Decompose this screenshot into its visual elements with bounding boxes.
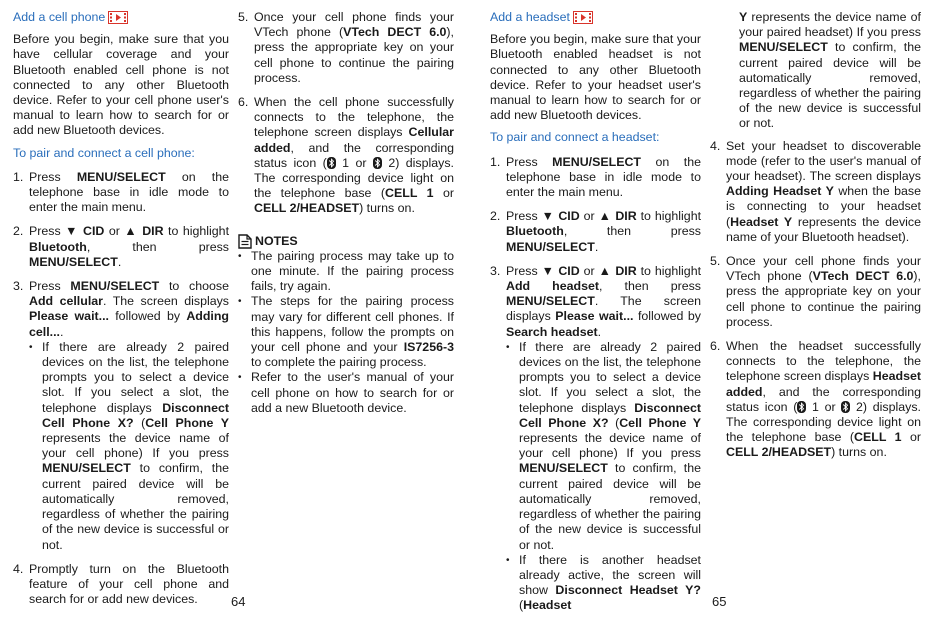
key-menu-select: MENU/SELECT [42, 461, 131, 476]
step-text: ) turns on. [359, 201, 415, 216]
step-text: Set your headset to discoverable mode (refer to the user's manual of your headset). The screen displays [726, 138, 921, 184]
add-cell-phone-heading [13, 10, 229, 25]
down-arrow-icon: ▼ [541, 263, 555, 278]
key-cid: CID [558, 209, 580, 224]
key-menu-select: MENU/SELECT [506, 239, 595, 254]
screen-search-headset: Search headset [506, 324, 598, 339]
step-text: on the telephone base in idle mode to enter the main menu. [506, 154, 701, 200]
step-text: , then press [599, 279, 702, 294]
step-4 [13, 562, 229, 608]
key-menu-select: MENU/SELECT [739, 40, 828, 55]
page-number-64: 64 [231, 594, 246, 609]
step-3 [13, 279, 229, 553]
step-text: Press [506, 209, 542, 224]
headset-y: Y [739, 10, 748, 24]
up-arrow-icon: ▲ [598, 263, 612, 278]
step-4 [710, 139, 921, 245]
key-menu-select: MENU/SELECT [76, 169, 166, 184]
menu-bluetooth: Bluetooth [506, 224, 564, 239]
step-3-bullets [506, 340, 701, 614]
headset-intro: Before you begin, make sure that your Bluetooth enabled headset is not connected to any other Bluetooth device. Refer to your headset user's manual to learn how to search for or add new Bluetooth devices. [490, 32, 701, 123]
step-text: , and the corresponding status icon ( [726, 384, 921, 414]
bluetooth-status-icon [841, 401, 850, 413]
step-text: 1 or [335, 155, 373, 170]
screen-please-wait: Please wait... [555, 309, 634, 324]
note-item [238, 294, 454, 370]
cell-phone-y: Cell Phone Y [145, 415, 229, 430]
step-text: . [597, 324, 602, 339]
step-number: 3. [13, 279, 24, 294]
note-text: The pairing process may take up to one minute. If the pairing process fails, try again. [251, 248, 454, 294]
notes-list [238, 249, 454, 416]
notes-title [238, 234, 454, 249]
step-text: to highlight [636, 263, 702, 278]
key-menu-select: MENU/SELECT [70, 279, 160, 294]
step-text: Press [506, 154, 553, 169]
bullet-text: If there is another headset already active, the screen will show [519, 552, 701, 598]
key-menu-select: MENU/SELECT [29, 254, 118, 269]
add-headset-heading [490, 10, 701, 25]
key-menu-select: MENU/SELECT [506, 294, 595, 309]
step-text: Promptly turn on the Bluetooth feature of your cell phone and search for or add new devices. [29, 561, 229, 607]
step-number: 4. [13, 561, 24, 576]
step-6 [710, 339, 921, 461]
note-text: Refer to the user's manual of your cell phone on how to search for or add a new Bluetooth device. [251, 370, 454, 415]
step-text: represents the device name of your Bluetooth headset). [726, 214, 921, 244]
video-play-icon[interactable] [573, 11, 593, 24]
step-3 [490, 264, 701, 614]
step-number: 6. [710, 339, 721, 354]
bluetooth-status-icon [797, 401, 806, 413]
step-text: , then press [563, 224, 701, 239]
light-cell-1: CELL 1 [854, 430, 902, 445]
step-text: When the headset successfully connects to the telephone, the telephone screen displays [726, 339, 921, 384]
bullet-text: If there are already 2 paired devices on the list, the telephone prompts you to select a device slot. If you select a slot, the telephone displays [519, 339, 701, 415]
light-cell-1: CELL 1 [385, 186, 434, 201]
step-text: Once your cell phone finds your VTech phone ( [254, 10, 454, 40]
bullet-item [29, 340, 229, 553]
bullet-text: ( [608, 415, 620, 430]
cell-phone-steps-cont [238, 10, 454, 217]
step-number: 6. [238, 95, 249, 110]
note-item [238, 249, 454, 295]
step-text: , and the corresponding status icon ( [254, 140, 454, 170]
bluetooth-status-icon [373, 157, 382, 169]
step-text: to highlight [636, 209, 702, 224]
notes-document-icon [238, 234, 252, 249]
bullet-text: represents the device name of your cell phone) If you press [42, 431, 229, 461]
bullet-text: to confirm, the current paired device will be automatically removed, regardless of whether the pairing of the new device is successful or not. [519, 461, 701, 552]
bullet-continuation [710, 10, 921, 132]
headset-y: Headset Y [730, 214, 793, 229]
step-number: 1. [13, 169, 24, 184]
headset-y: Headset [523, 598, 572, 613]
step-text: ), press the appropriate key on your cell phone to continue the pairing process. [726, 269, 921, 329]
step-text: . [594, 239, 599, 254]
step-text: . [117, 254, 122, 269]
bullet-text: represents the device name of your cell phone) If you press [519, 431, 701, 461]
step-text: when the base is connecting to your headset ( [726, 184, 921, 229]
up-arrow-icon: ▲ [598, 209, 612, 224]
key-menu-select: MENU/SELECT [552, 154, 641, 169]
up-arrow-icon: ▲ [124, 224, 138, 239]
step-number: 2. [13, 224, 24, 239]
bullet-text: represents the device name of your paired headset) If you press [739, 10, 921, 40]
screen-please-wait: Please wait... [29, 309, 109, 324]
screen-disconnect-headset: Disconnect Headset Y? [555, 583, 701, 598]
step-text: 2) displays. The corresponding device light on the telephone base ( [254, 155, 454, 201]
bullet-text: ( [519, 598, 524, 613]
step-text: When the cell phone successfully connects to the telephone, the telephone screen displays [254, 95, 454, 140]
video-play-icon[interactable] [108, 11, 128, 24]
heading-text: Add a cell phone [13, 10, 106, 24]
step-text: to highlight [163, 224, 230, 239]
step-text: 1 or [806, 399, 842, 414]
step-text: Press [29, 224, 66, 239]
step-2 [490, 209, 701, 255]
cell-phone-intro: Before you begin, make sure that you have cellular coverage and your Bluetooth enabled cell phone is not connected to any other Bluetooth device. Refer to your cell phone user's manual to learn how to search for or add new Bluetooth devices. [13, 32, 229, 138]
headset-steps [490, 155, 701, 614]
key-dir: DIR [615, 263, 637, 278]
cell-phone-subheading: To pair and connect a cell phone: [13, 145, 195, 160]
step-text: to choose [159, 279, 229, 294]
step-text: 2) displays. The corresponding device light on the telephone base ( [726, 399, 921, 445]
headset-subheading: To pair and connect a headset: [490, 130, 660, 145]
light-cell-2-headset: CELL 2/HEADSET [254, 201, 360, 216]
down-arrow-icon: ▼ [541, 209, 555, 224]
bullet-text: ( [133, 415, 146, 430]
bullet-text: to confirm, the current paired device will be automatically removed, regardless of whether the pairing of the new device is successful or not. [739, 40, 921, 131]
step-text: ), press the appropriate key on your cell phone to continue the pairing process. [254, 25, 454, 85]
step-text: , then press [86, 239, 229, 254]
step-text: Press [29, 169, 77, 184]
step-text: . [60, 324, 64, 339]
key-cid: CID [83, 224, 105, 239]
left-page-column-2 [238, 10, 454, 416]
note-text: to complete the pairing process. [251, 355, 427, 370]
step-5 [238, 10, 454, 86]
step-text: Once your cell phone finds your VTech phone ( [726, 254, 921, 284]
key-menu-select: MENU/SELECT [519, 461, 608, 476]
step-5 [710, 254, 921, 330]
step-text: Press [506, 263, 542, 278]
vtech-dect-name: VTech DECT 6.0 [812, 269, 914, 284]
step-number: 5. [238, 10, 249, 24]
step-6 [238, 95, 454, 217]
step-text: ) turns on. [831, 445, 887, 460]
light-cell-2-headset: CELL 2/HEADSET [726, 445, 832, 460]
key-dir: DIR [615, 209, 637, 224]
step-text: followed by [108, 309, 187, 324]
step-text: . The screen displays [102, 294, 230, 309]
screen-disconnect-cell: Disconnect Cell Phone X? [42, 400, 229, 430]
bullet-text: to confirm, the current paired device will be automatically removed, regardless of whether the pairing of the new device is successful or not. [42, 461, 229, 552]
page-number-65: 65 [712, 594, 727, 609]
step-1 [13, 170, 229, 216]
step-text: on the telephone base in idle mode to enter the main menu. [29, 169, 229, 215]
screen-headset-added: Headset added [726, 369, 921, 399]
bullet-text: If there are already 2 paired devices on the list, the telephone prompts you to select a device slot. If you select a slot, the telephone displays [42, 339, 229, 415]
right-page-column-2 [710, 10, 921, 470]
step-text: or [104, 224, 125, 239]
down-arrow-icon: ▼ [65, 224, 79, 239]
screen-adding-headset: Adding Headset Y [726, 184, 834, 199]
step-3-bullets [29, 340, 229, 553]
step-text: Press [29, 279, 71, 294]
step-text: or [433, 186, 454, 201]
menu-bluetooth: Bluetooth [29, 239, 87, 254]
menu-add-headset: Add headset [506, 279, 599, 294]
step-number: 3. [490, 263, 501, 278]
step-text: or [901, 430, 921, 445]
heading-text: Add a headset [490, 10, 570, 24]
screen-cellular-added: Cellular added [254, 125, 454, 155]
note-item [238, 370, 454, 416]
menu-add-cellular: Add cellular [29, 294, 103, 309]
notes-label: NOTES [255, 233, 298, 248]
step-2 [13, 224, 229, 270]
vtech-dect-name: VTech DECT 6.0 [343, 25, 447, 40]
step-1 [490, 155, 701, 201]
key-cid: CID [558, 263, 580, 278]
step-number: 2. [490, 209, 501, 224]
model-number: IS7256-3 [403, 340, 454, 355]
screen-adding-cell: Adding cell... [29, 309, 229, 339]
left-page-column-1 [13, 10, 229, 616]
step-number: 4. [710, 138, 721, 153]
bullet-item [506, 553, 701, 614]
headset-steps-cont [710, 139, 921, 461]
step-number: 5. [710, 254, 721, 269]
right-page-column-1 [490, 10, 701, 623]
bluetooth-status-icon [327, 157, 336, 169]
cell-phone-steps [13, 170, 229, 607]
step-number: 1. [490, 154, 501, 169]
screen-disconnect-cell: Disconnect Cell Phone X? [519, 400, 701, 430]
step-text: or [579, 263, 599, 278]
note-text: The steps for the pairing process may vary for different cell phones. If this happens, follow the prompts on your cell phone and your [251, 294, 454, 355]
step-text: followed by [633, 309, 702, 324]
step-text: . The screen displays [506, 294, 701, 324]
cell-phone-y: Cell Phone Y [619, 415, 701, 430]
key-dir: DIR [142, 224, 164, 239]
step-text: or [579, 209, 599, 224]
bullet-item [506, 340, 701, 553]
